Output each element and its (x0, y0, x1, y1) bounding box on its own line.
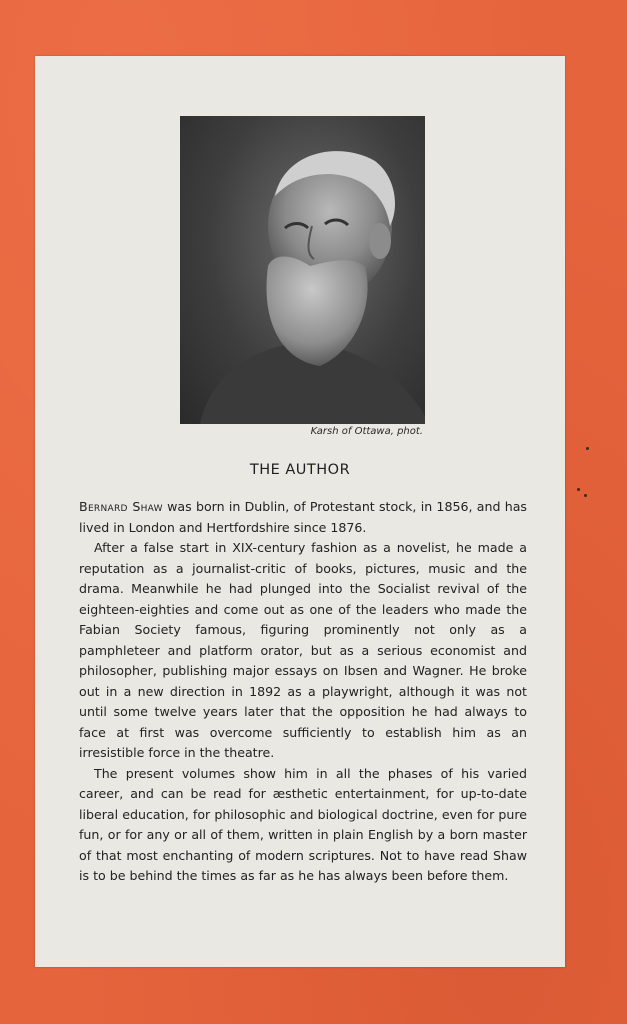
bio-paragraph-2: After a false start in XIX-century fashion as a novelist, he made a reputation as a journalist-critic of books, pictures, music and the drama. Meanwhile he had plunged into the Socialist revival of the eighteen-eighties and come out as one of the leaders who made the Fabian Society famous, figuring prominently not only as a pamphleteer and platform orator, but as a serious economist and philosopher, publishing major essays on Ibsen and Wagner. He broke out in a new direction in 1892 as a playwright, although it was not until some twelve years later that the opposition he had always to face at first was overcome sufficiently to establish him as an irresistible force in the theatre. (79, 540, 527, 760)
photo-credit: Karsh of Ottawa, phot. (310, 426, 423, 437)
portrait-illustration (180, 116, 425, 424)
section-heading: THE AUTHOR (249, 462, 351, 478)
bio-paragraph-1-text: was born in Dublin, of Protestant stock, in 1856, and has lived in London and Hertfordshire since 1876. (79, 499, 527, 535)
print-speck (586, 447, 589, 450)
author-name: Bernard Shaw (79, 499, 163, 514)
bio-paragraph-1 (79, 497, 527, 538)
print-speck (577, 488, 580, 491)
bio-paragraph-3: The present volumes show him in all the phases of his varied career, and can be read for æsthetic entertainment, for up-to-date liberal education, for philosophic and biological doctrine, even for pure fun, or for any or all of them, written in plain English by a born master of that most enchanting of modern scriptures. Not to have read Shaw is to be behind the times as far as he has always been before them. (79, 765, 527, 883)
print-speck (584, 494, 587, 497)
author-panel (35, 56, 565, 967)
author-portrait-photo (180, 116, 425, 424)
author-biography (79, 497, 527, 887)
